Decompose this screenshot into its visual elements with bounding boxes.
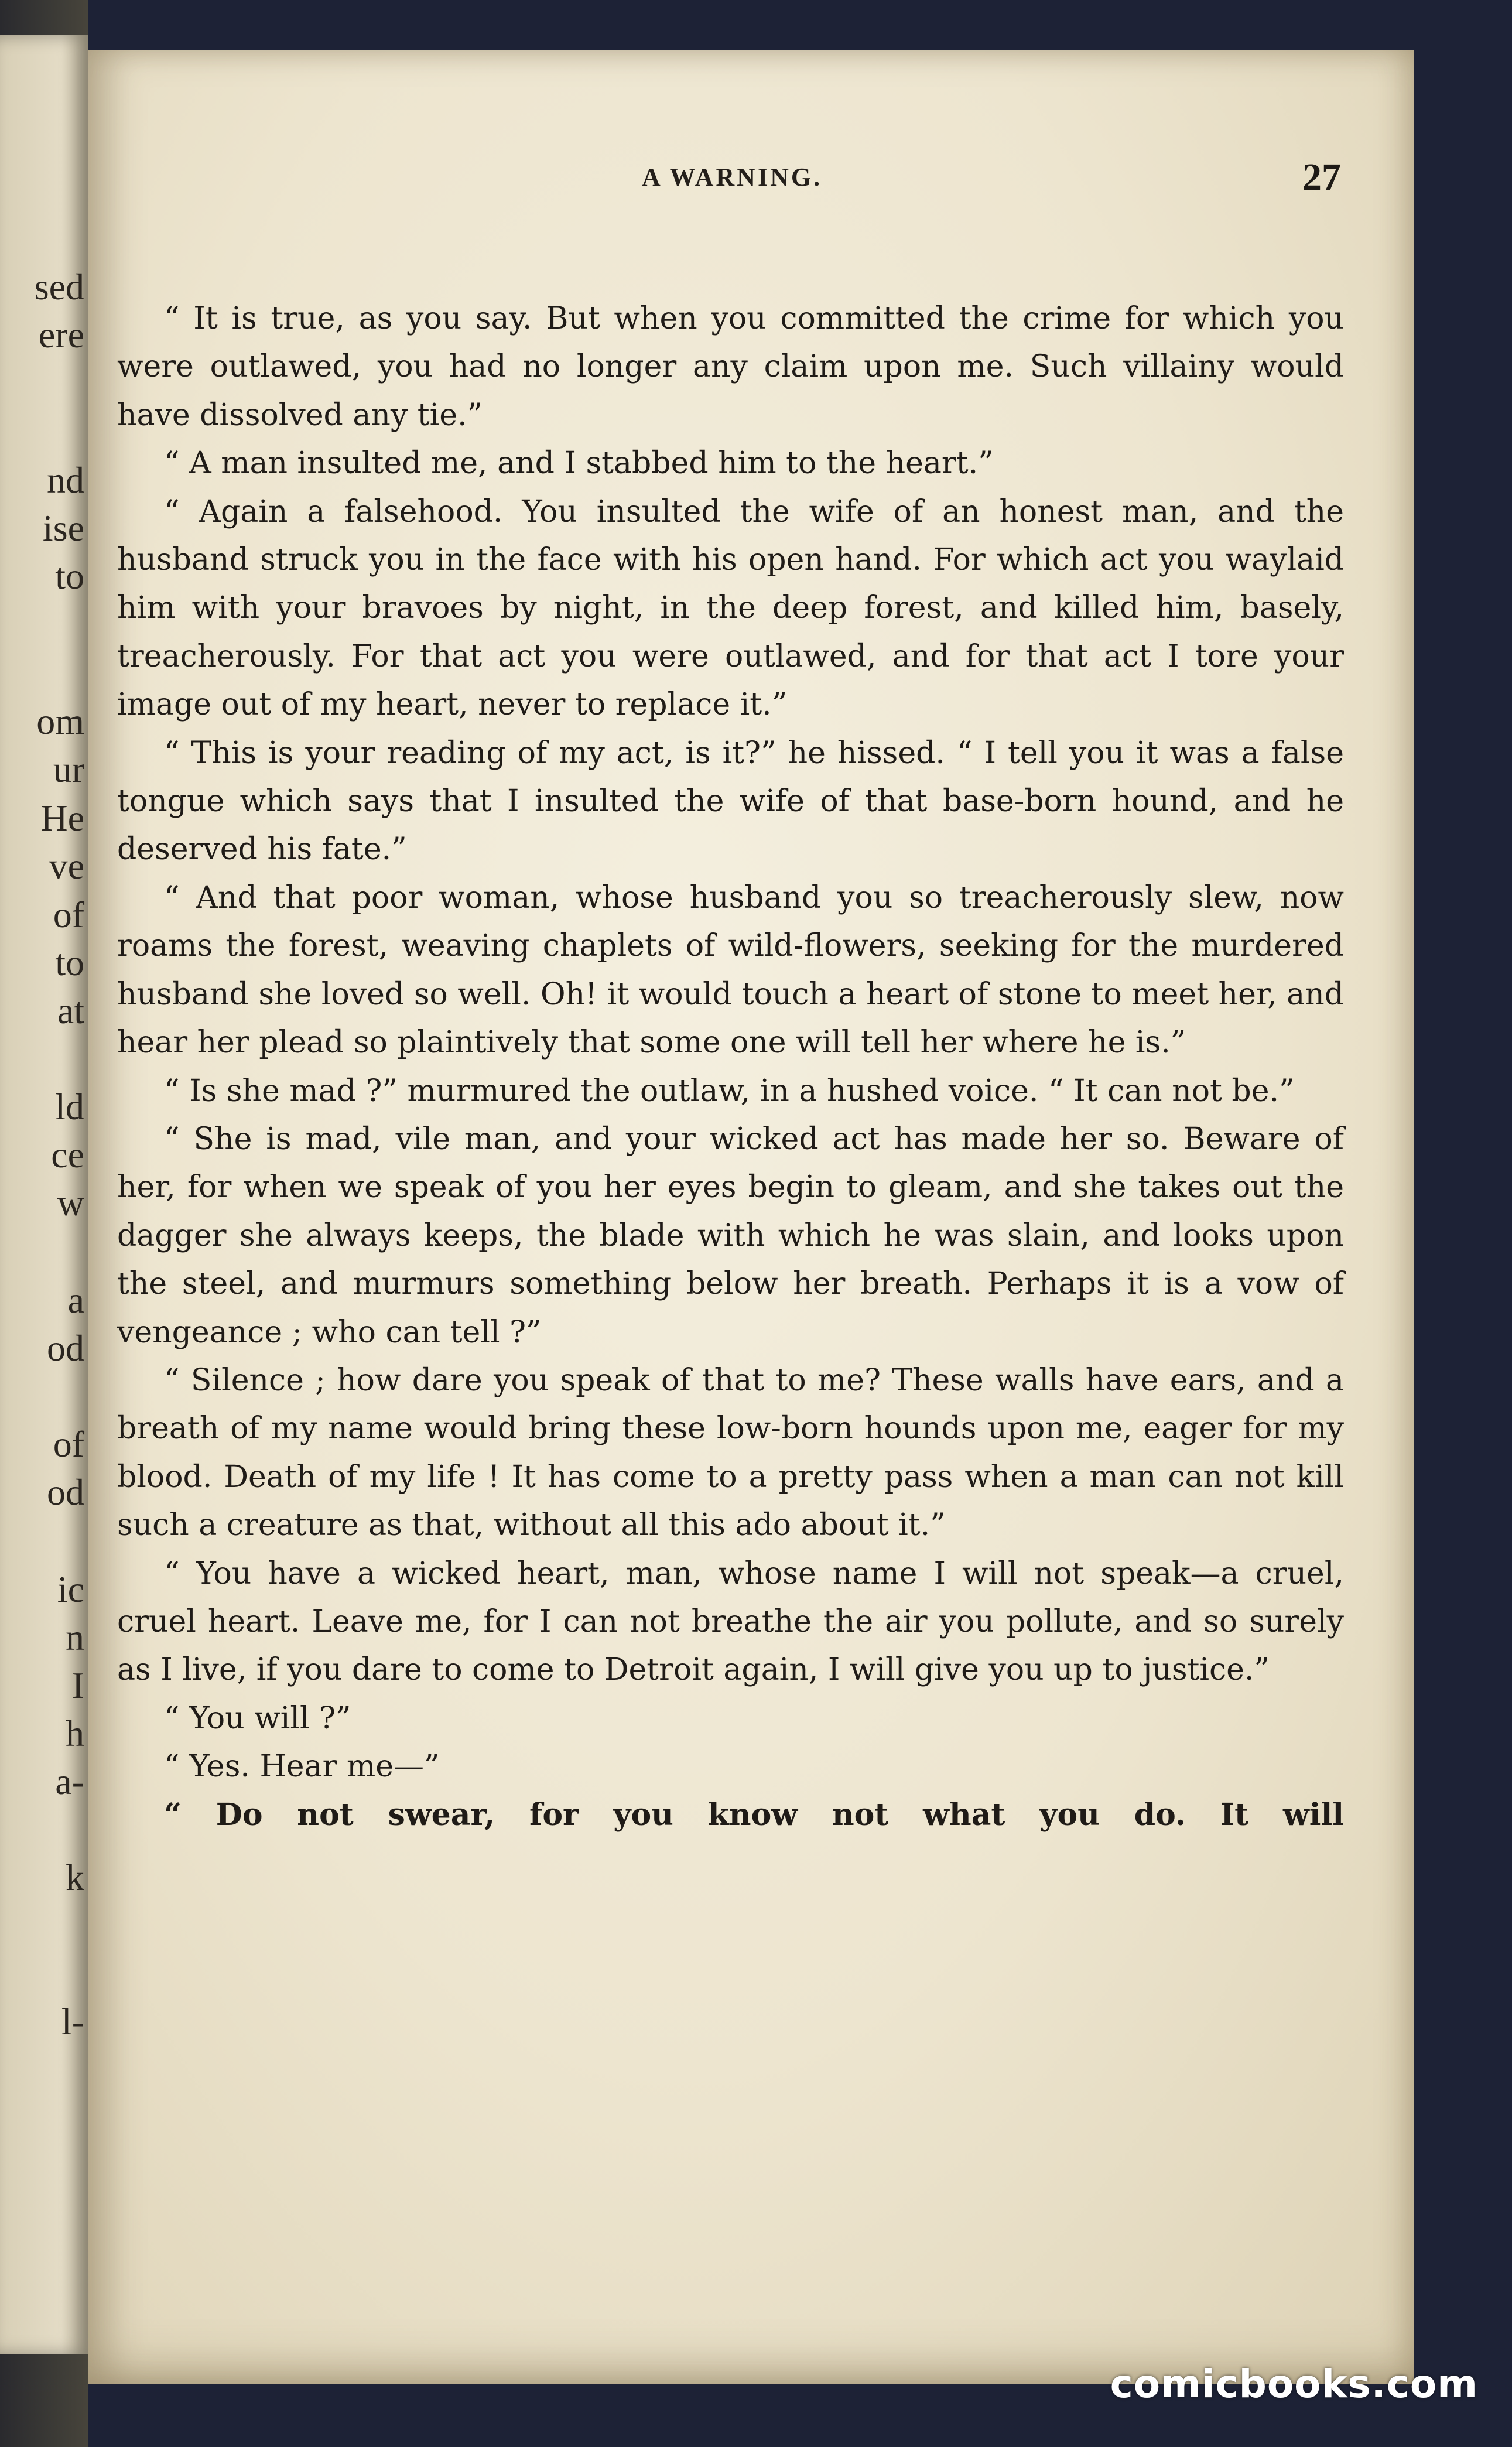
left-page-fragment: He xyxy=(40,797,84,839)
left-page-fragment: nd xyxy=(47,459,84,501)
left-page-fragment: of xyxy=(53,1423,84,1465)
book-page xyxy=(88,50,1414,2384)
left-page-fragment: I xyxy=(71,1665,84,1706)
left-page-fragment: om xyxy=(36,700,84,742)
left-page-fragment: ise xyxy=(42,507,84,549)
left-page-fragment: ce xyxy=(51,1134,84,1175)
left-page-fragment: of xyxy=(53,894,84,935)
paragraph: “ A man insulted me, and I stabbed him to the heart.” xyxy=(164,446,994,481)
running-title: A WARNING. xyxy=(641,163,823,192)
paragraph: “ Yes. Hear me—” xyxy=(164,1749,440,1785)
left-page-fragment: a- xyxy=(55,1761,84,1802)
paragraph-continued: “ Do not swear, for you know not what you do. It will xyxy=(164,1796,1344,1833)
paragraph: “ Is she mad ?” murmured the outlaw, in a hushed voice. “ It can not be.” xyxy=(164,1073,1295,1109)
page-number: 27 xyxy=(1302,156,1341,199)
left-page-fragment: h xyxy=(66,1713,84,1754)
left-page-fragment: ve xyxy=(49,845,84,887)
watermark: comicbooks.com xyxy=(1110,2361,1478,2407)
left-page-edge xyxy=(0,35,88,2354)
paragraph: “ Again a falsehood. You insulted the wife of an honest man, and the husband struck you in the face with his open hand. For which act you waylaid him with your bravoes by night, in the deep forest, and killed him, basely, treacherously. For that act you were outlawed, and for that act I tore your image out of my heart, never to replace it.” xyxy=(117,494,1344,723)
body-text xyxy=(117,295,1344,1839)
left-page-fragment: ere xyxy=(38,314,84,356)
left-page-fragment: n xyxy=(66,1616,84,1658)
left-page-fragment: l- xyxy=(61,2001,84,2042)
left-page-fragment: sed xyxy=(34,266,84,307)
paragraph: “ You have a wicked heart, man, whose name I will not speak—a cruel, cruel heart. Leave me, for I can not breathe the air you pollute, and so surely as I live, if you dare to come to Detroit again, I will give you up to justice.” xyxy=(117,1556,1344,1688)
left-page-fragment: od xyxy=(47,1471,84,1513)
paragraph: “ You will ?” xyxy=(164,1700,351,1736)
paragraph: “ Silence ; how dare you speak of that to me? These walls have ears, and a breath of my name would bring these low-born hounds upon me, eager for my blood. Death of my life ! It has come to a pretty pass when a man can not kill such a creature as that, without all this ado about it.” xyxy=(117,1362,1344,1543)
paragraph: “ She is mad, vile man, and your wicked act has made her so. Beware of her, for when we speak of you her eyes begin to gleam, and she takes out the dagger she always keeps, the blade with which he was slain, and looks upon the steel, and murmurs something below her breath. Perhaps it is a vow of vengeance ; who can tell ?” xyxy=(117,1121,1344,1350)
left-page-fragment: k xyxy=(66,1857,84,1898)
paragraph: “ And that poor woman, whose husband you so treacherously slew, now roams the forest, weaving chaplets of wild-flowers, seeking for the murdered husband she loved so well. Oh! it would touch a heart of stone to meet her, and hear her plead so plaintively that some one will tell her where he is.” xyxy=(117,880,1344,1061)
left-page-fragment: a xyxy=(67,1279,84,1321)
left-page-fragment: w xyxy=(57,1182,84,1224)
left-page-fragment: to xyxy=(55,555,84,597)
left-page-fragment: at xyxy=(57,990,84,1031)
left-page-fragment: ld xyxy=(55,1086,84,1127)
left-page-fragment: ic xyxy=(57,1568,84,1610)
left-page-fragment: to xyxy=(55,942,84,983)
left-page-fragment: od xyxy=(47,1327,84,1369)
paragraph: “ It is true, as you say. But when you committed the crime for which you were outlawed, you had no longer any claim upon me. Such villainy would have dissolved any tie.” xyxy=(117,301,1344,433)
left-page-fragment: ur xyxy=(53,749,84,790)
running-head xyxy=(88,155,1414,202)
paragraph: “ This is your reading of my act, is it?” he hissed. “ I tell you it was a false tongue which says that I insulted the wife of that base-born hound, and he deserved his fate.” xyxy=(117,735,1344,867)
